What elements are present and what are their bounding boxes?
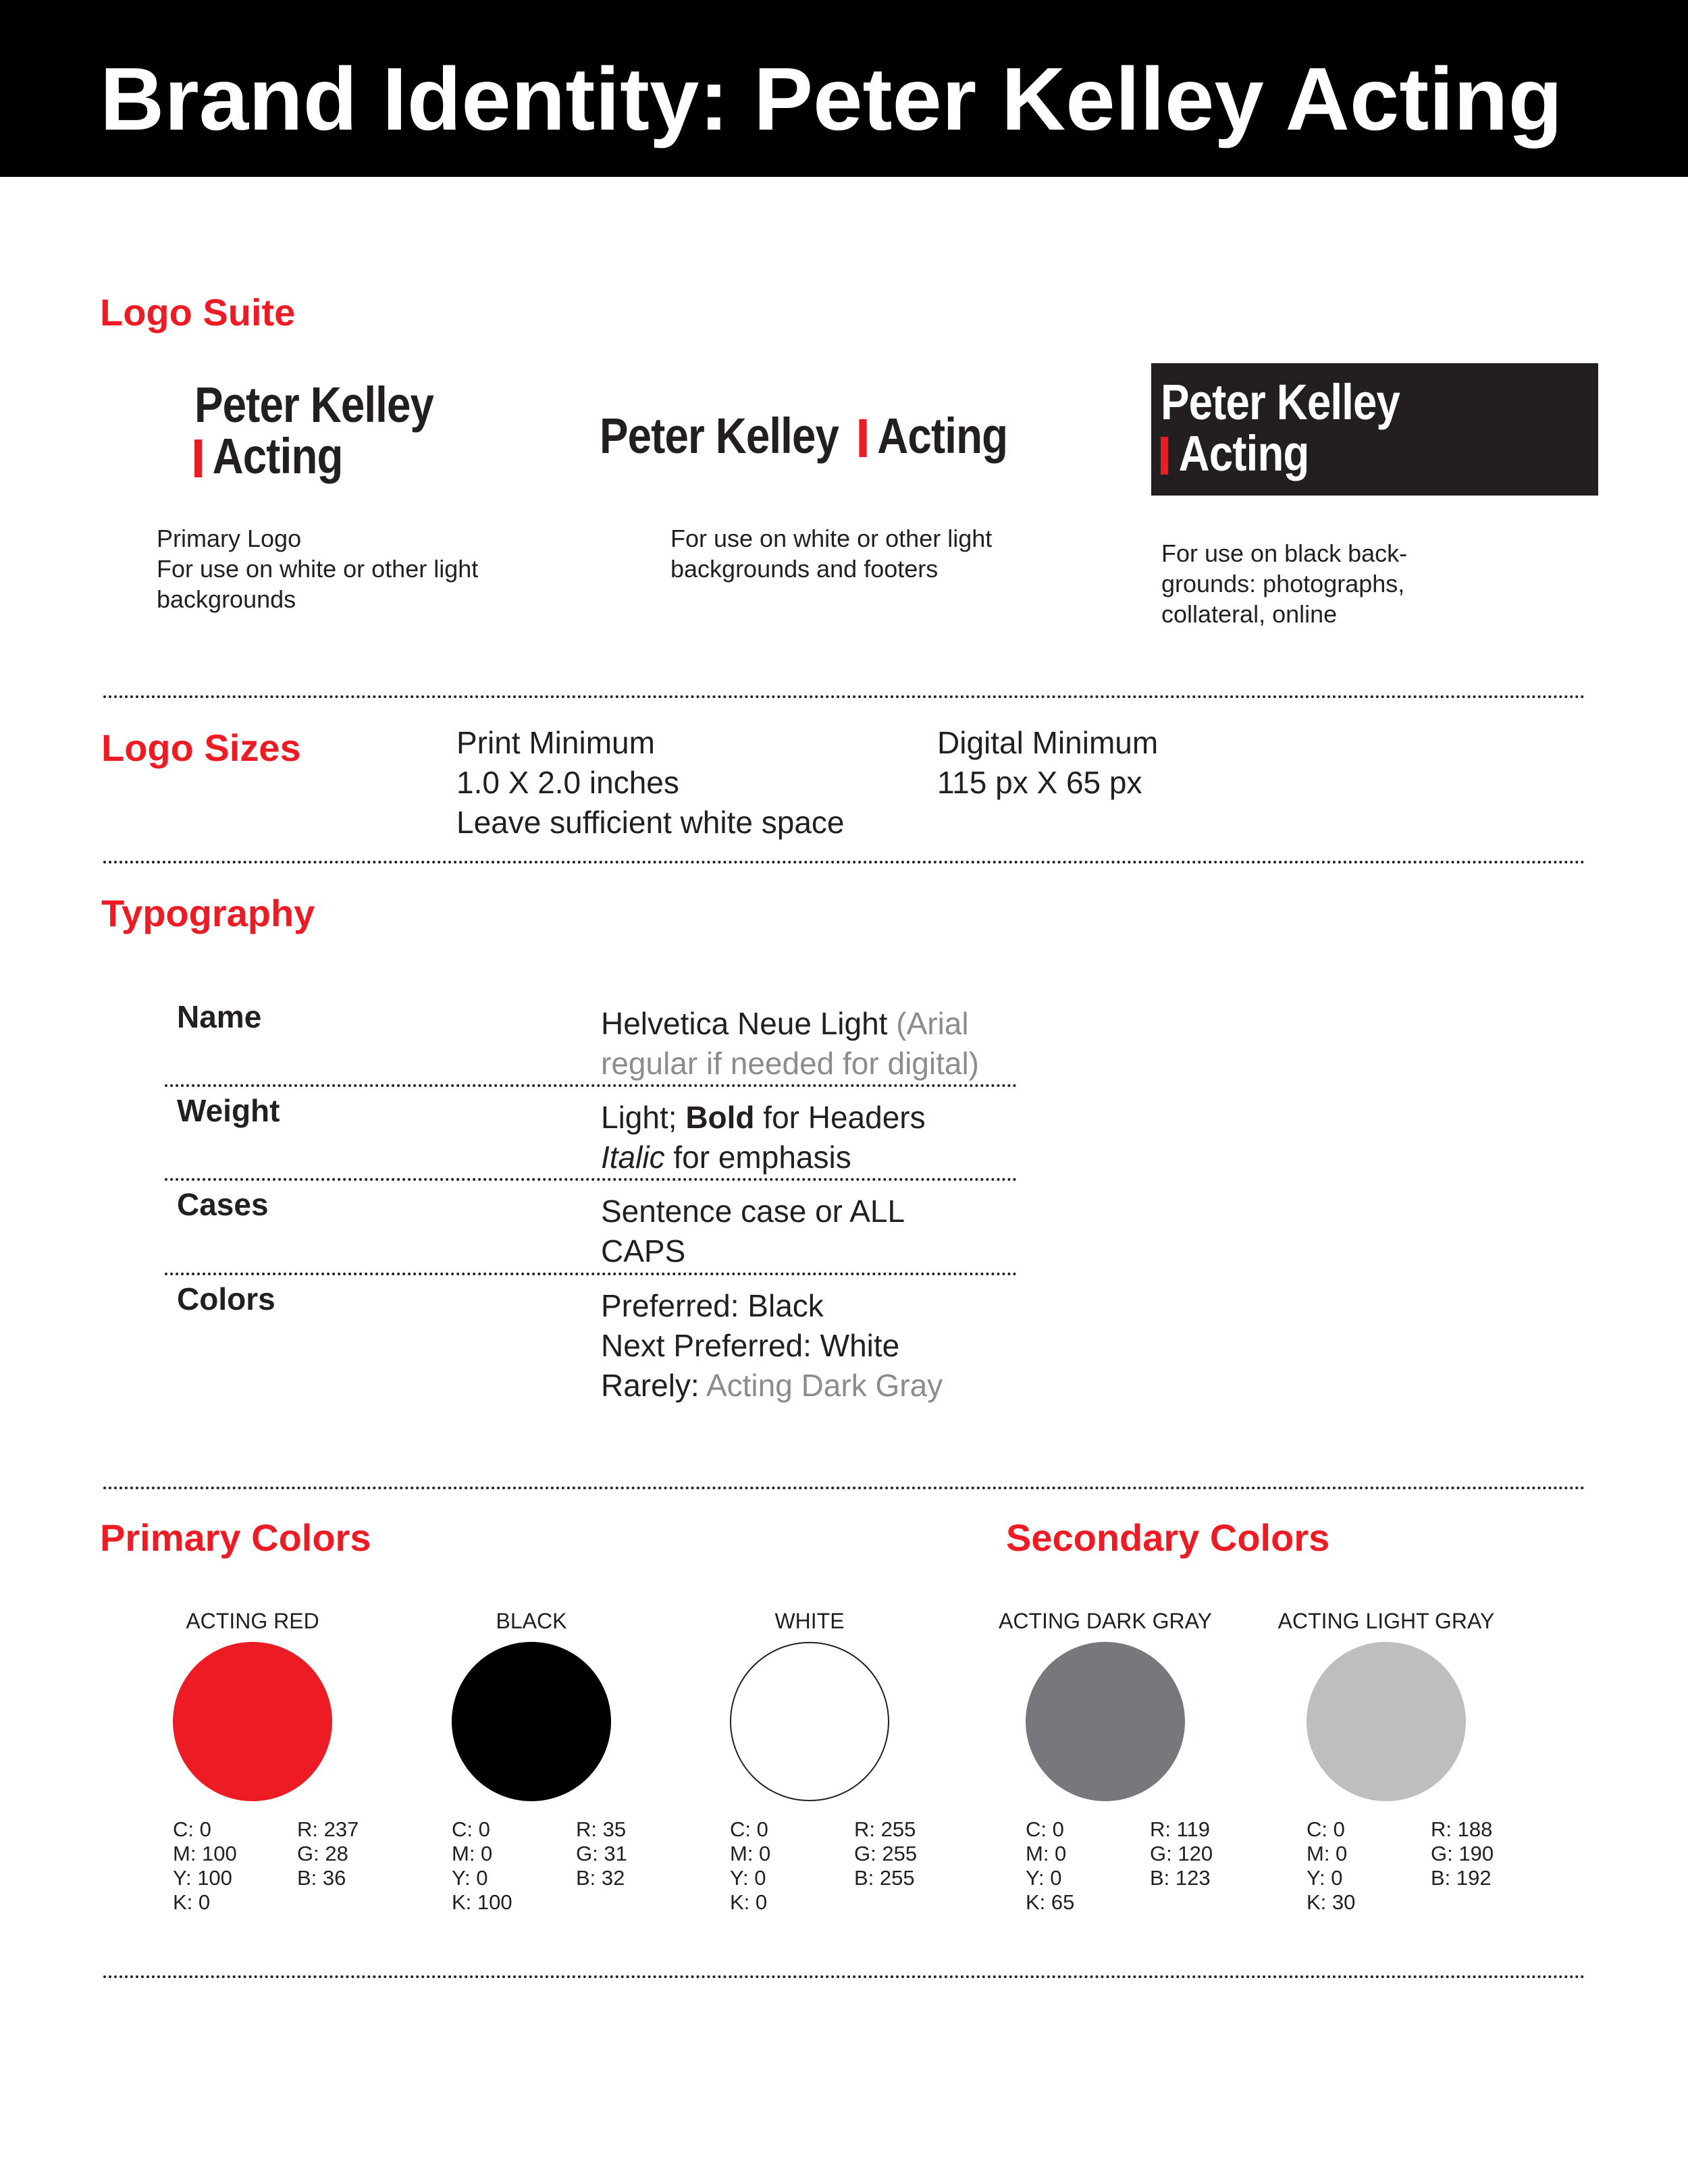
typo-weight-label: Weight: [177, 1093, 280, 1128]
swatch-circle: [730, 1642, 889, 1801]
typo-colors-label: Colors: [177, 1281, 275, 1316]
typo-name-label: Name: [177, 999, 262, 1034]
cmyk-values: C: 0 M: 0 Y: 0 K: 65: [1026, 1817, 1075, 1914]
cmyk-values: C: 0 M: 0 Y: 0 K: 100: [452, 1817, 512, 1914]
swatch-name: ACTING LIGHT GRAY: [1277, 1609, 1495, 1633]
rgb-values: R: 255 G: 255 B: 255: [854, 1817, 918, 1890]
digital-minimum: Digital Minimum 115 px X 65 px: [937, 725, 1159, 800]
swatch-name: ACTING RED: [186, 1609, 319, 1633]
logo-red-bar: [860, 419, 867, 457]
typo-cases-value: Sentence case or ALL CAPS: [601, 1194, 905, 1269]
cmyk-values: C: 0 M: 0 Y: 0 K: 0: [730, 1817, 771, 1914]
divider: [165, 1178, 1017, 1181]
header-bar: [0, 0, 1688, 177]
divider: [103, 1487, 1585, 1489]
logo-red-bar: [1161, 437, 1168, 475]
print-minimum: Print Minimum 1.0 X 2.0 inches Leave sufficient white space: [456, 725, 845, 840]
logo-acting: Acting: [877, 408, 1008, 464]
secondary-colors-title: Secondary Colors: [1006, 1516, 1330, 1559]
swatch-name: ACTING DARK GRAY: [999, 1609, 1212, 1633]
typo-name-value: Helvetica Neue Light (Arial regular if needed for digital): [601, 1006, 979, 1081]
typo-colors-value: Preferred: Black Next Preferred: White Rarely: Acting Dark Gray: [601, 1288, 943, 1403]
logo-acting-line: Acting: [212, 428, 343, 484]
horizontal-logo-caption: For use on white or other light backgrounds and footers: [670, 525, 993, 583]
typo-weight-value: Light; Bold for Headers Italic for emphasis: [601, 1100, 926, 1175]
logo-name-line: Peter Kelley: [194, 377, 434, 433]
swatch-name: BLACK: [496, 1609, 567, 1633]
logo-name: Peter Kelley: [600, 408, 839, 464]
rgb-values: R: 188 G: 190 B: 192: [1431, 1817, 1494, 1890]
cmyk-values: C: 0 M: 100 Y: 100 K: 0: [173, 1817, 237, 1914]
rgb-values: R: 35 G: 31 B: 32: [576, 1817, 627, 1890]
primary-colors-title: Primary Colors: [100, 1516, 371, 1559]
swatch-circle: [1026, 1642, 1185, 1801]
rgb-values: R: 119 G: 120 B: 123: [1150, 1817, 1213, 1890]
horizontal-logo: [600, 410, 1074, 462]
typo-cases-label: Cases: [177, 1187, 269, 1222]
logo-acting-line: Acting: [1178, 425, 1309, 481]
typography-title: Typography: [101, 892, 315, 934]
logo-suite-title: Logo Suite: [100, 291, 296, 334]
reversed-logo-box: [1151, 363, 1598, 496]
logo-name-line: Peter Kelley: [1161, 374, 1400, 430]
divider: [165, 1273, 1017, 1275]
primary-logo-caption: Primary Logo For use on white or other light backgrounds: [157, 525, 479, 613]
divider: [103, 1975, 1585, 1978]
swatch-circle: [452, 1642, 611, 1801]
primary-logo: [194, 379, 473, 482]
divider: [103, 695, 1585, 698]
divider: [165, 1084, 1017, 1087]
swatch-name: WHITE: [774, 1609, 845, 1633]
logo-red-bar: [194, 440, 202, 477]
cmyk-values: C: 0 M: 0 Y: 0 K: 30: [1307, 1817, 1356, 1914]
logo-sizes-title: Logo Sizes: [101, 726, 301, 769]
divider: [103, 861, 1585, 863]
page-title: Brand Identity: Peter Kelley Acting: [100, 49, 1563, 149]
reversed-logo-caption: For use on black back- grounds: photographs, collateral, online: [1161, 539, 1408, 628]
swatch-circle: [1307, 1642, 1466, 1801]
rgb-values: R: 237 G: 28 B: 36: [297, 1817, 359, 1890]
swatch-circle: [173, 1642, 332, 1801]
